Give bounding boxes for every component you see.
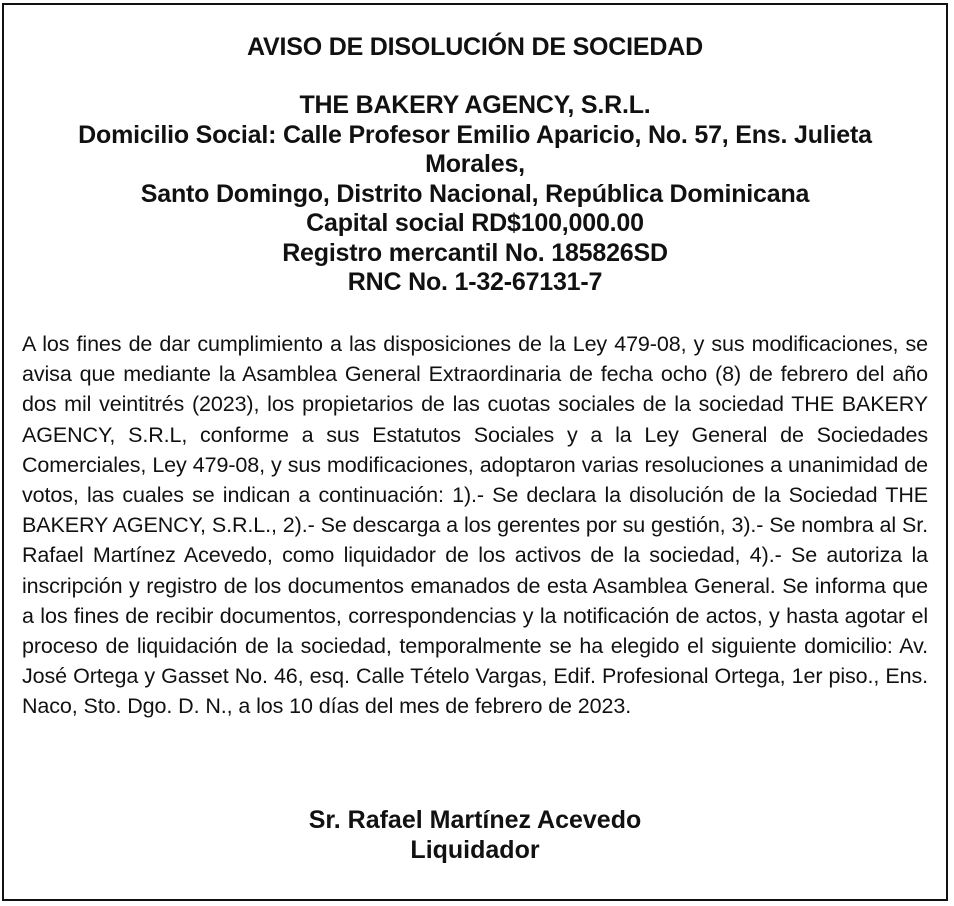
signatory-name: Sr. Rafael Martínez Acevedo	[308, 806, 642, 834]
notice-title: AVISO DE DISOLUCIÓN DE SOCIEDAD	[247, 33, 703, 61]
company-registry: Registro mercantil No. 185826SD	[282, 238, 668, 267]
company-domicile-line2: Santo Domingo, Distrito Nacional, República Dominicana	[140, 179, 810, 208]
company-name: THE BAKERY AGENCY, S.R.L.	[299, 91, 651, 119]
company-capital: Capital social RD$100,000.00	[306, 209, 644, 237]
signatory-role: Liquidador	[410, 836, 540, 864]
signature-block	[4, 805, 946, 865]
company-domicile-line1: Domicilio Social: Calle Profesor Emilio Aparicio, No. 57, Ens. Julieta Morales,	[78, 120, 872, 178]
notice-body: A los fines de dar cumplimiento a las disposiciones de la Ley 479-08, y sus modificaciones, se avisa que mediante la Asamblea General Extraordinaria de fecha ocho (8) de febrero del año dos mil veintitrés (2023), los propietarios de las cuotas sociales de la sociedad THE BAKERY AGENCY, S.R.L, conforme a sus Estatutos Sociales y a la Ley General de Sociedades Comerciales, Ley 479-08, y sus modificaciones, adoptaron varias resoluciones a unanimidad de votos, las cuales se indican a continuación: 1).- Se declara la disolución de la Sociedad THE BAKERY AGENCY, S.R.L., 2).- Se descarga a los gerentes por su gestión, 3).- Se nombra al Sr. Rafael Martínez Acevedo, como liquidador de los activos de la sociedad, 4).- Se autoriza la inscripción y registro de los documentos emanados de esta Asamblea General. Se informa que a los fines de recibir documentos, correspondencias y la notificación de actos, y hasta agotar el proceso de liquidación de la sociedad, temporalmente se ha elegido el siguiente domicilio: Av. José Ortega y Gasset No. 46, esq. Calle Tételo Vargas, Edif. Profesional Ortega, 1er piso., Ens. Naco, Sto. Dgo. D. N., a los 10 días del mes de febrero de 2023.	[22, 332, 928, 719]
company-header	[44, 91, 906, 298]
legal-notice	[2, 3, 948, 901]
company-rnc: RNC No. 1-32-67131-7	[347, 268, 603, 296]
